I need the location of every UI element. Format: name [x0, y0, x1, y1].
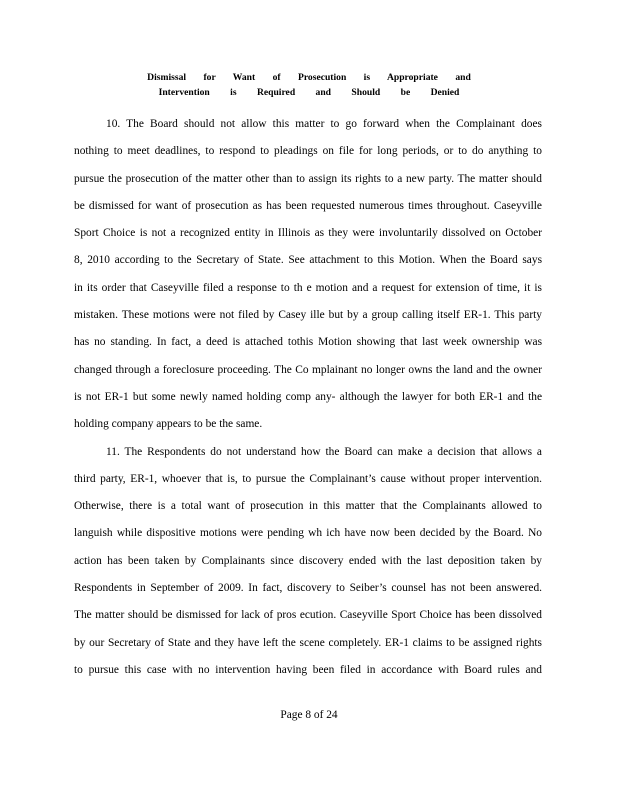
section-heading-line-2: Intervention is Required and Should be Denied — [158, 87, 460, 98]
text-line: changed through a foreclosure proceeding. The Co mplainant no longer owns the land and the owner — [74, 363, 542, 376]
page-number: Page 8 of 24 — [280, 709, 338, 721]
text-line: 11. The Respondents do not understand how the Board can make a decision that allows a — [106, 445, 542, 458]
text-line: by our Secretary of State and they have left the scene completely. ER-1 claims to be assigned rights — [74, 636, 542, 649]
text-line: Sport Choice is not a recognized entity in Illinois as they were involuntarily dissolved on October — [74, 227, 542, 240]
paragraph-10 — [74, 112, 542, 440]
text-line: pursue the prosecution of the matter other than to assign its rights to a new party. The matter should — [74, 172, 542, 185]
text-line: Respondents in September of 2009. In fact, discovery to Seiber’s counsel has not been answered. — [74, 582, 542, 595]
text-line: The matter should be dismissed for lack of pros ecution. Caseyville Sport Choice has been dissolved — [74, 609, 542, 622]
text-line: action has been taken by Complainants since discovery ended with the last deposition taken by — [74, 554, 542, 567]
text-line: nothing to meet deadlines, to respond to pleadings on file for long periods, or to do anything to — [74, 145, 542, 158]
text-line: 10. The Board should not allow this matter to go forward when the Complainant does — [106, 118, 542, 130]
paragraph-11 — [74, 440, 542, 686]
text-line: to pursue this case with no intervention having been filed in accordance with Board rules and — [74, 663, 542, 676]
text-line: in its order that Caseyville filed a response to th e motion and a request for extension of time, it is — [74, 281, 542, 294]
text-line: has no standing. In fact, a deed is attached tothis Motion showing that last week ownership was — [74, 336, 542, 349]
text-line: mistaken. These motions were not filed by Casey ille but by a group calling itself ER-1. This party — [74, 309, 542, 322]
text-line: be dismissed for want of prosecution as has been requested numerous times throughout. Caseyville — [74, 199, 542, 212]
text-line: Otherwise, there is a total want of prosecution in this matter that the Complainants allowed to — [74, 500, 542, 513]
text-line: holding company appears to be the same. — [74, 418, 263, 431]
text-line: is not ER-1 but some newly named holding comp any- although the lawyer for both ER-1 and the — [74, 390, 542, 403]
text-line: third party, ER-1, whoever that is, to pursue the Complainant’s cause without proper intervention. — [74, 472, 542, 485]
section-heading-line-1: Dismissal for Want of Prosecution is Appropriate and — [147, 72, 471, 83]
text-line: 8, 2010 according to the Secretary of State. See attachment to this Motion. When the Board says — [74, 254, 542, 267]
body-text — [74, 112, 542, 685]
text-line: languish while dispositive motions were pending wh ich have now been decided by the Board. No — [74, 527, 542, 540]
